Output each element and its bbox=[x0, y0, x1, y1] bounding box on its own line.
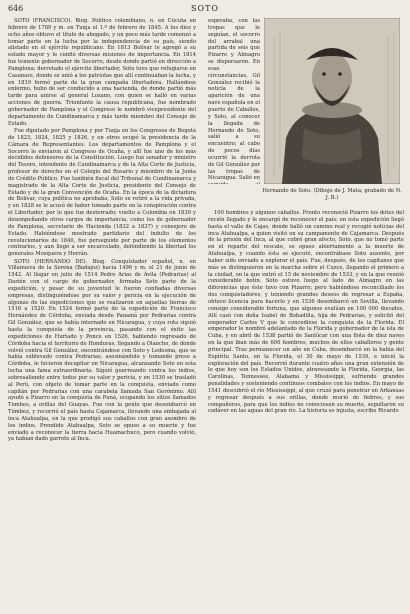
page-header bbox=[8, 3, 402, 15]
entry-soto-hernando: SOTO (HERNANDO DE). Biog. Conquistador español, n. en Villanueva de la Serena (Badajoz) hacia 1496 y m. el 21 de junio de 1542. Al llegar en julio de 1514 Pedro Arias de Ávila (Pedrarias) al Darién con el cargo de gobernador, formaba Soto parte de la expedición, y pesar de su juventud le fueron confiadas diversas empresas, distinguiéndose por su valor y pericia en la ejecución de algunas de las expediciones que se realizaron en aquellas tierras de 1516 a 1520. En 1524 formó parte de la expedición de Francisco Hernández de Córdoba, enviada desde Panamá por Pedrarias contra Gil González, que se había internado en Nicaragua, y cuya ruta siguió hasta la conquista de la provincia, pasando con el éxito las expediciones de Hurtado y Ponce en 1526, habiendo regresado de Córdoba hacia el territorio de Honduras, llegando a Olancho, de donde volvió contra Gil González, encontrándose con Soto y Ledesma, que se había sublevado contra Pedrarias, asesinándolo y tomando preso a Córdoba, le hicieron decapitar en Nicaragua, alcanzando Soto en esta lucha una fama extraordinaria. Siguió guerreando contra los indios, sobresaliendo entre todos por su valor y pericia, y en 1530 se trasladó al Perú, con objeto de tomar parte en la conquista, enviado como capitán por Pedrarias con una carabela llamada San Gerónimo. Allí ayudó a Pizarro en la conquista de Puná, ocupando los sitios llamados Tumbes, a orillas del Guayas. Fue con la gente que desembarcó en Túmbez, y recorrió el país hasta Cajamarca, llevando una embajada al inca Atahualpa, en la que prodigó sus caballos con gran asombro de los indios. Prendido Atahualpa, Soto se opuso a su muerte y fue enviado a reconocer la tierra hacia Huamachuco, pero cuando volvió, ya habían dado garrote al Inca. bbox=[8, 258, 196, 443]
portrait-illustration bbox=[264, 18, 400, 184]
entry-soto-francisco-continued: Fue diputado por Pamplona y por Tunja en los Congresos de Bogotá de 1823, 1824, 1825 y 1826, y en otros ocupó la presidencia de la Cámara de Representantes. Los departamentos de Pamplona y el Socorro le enviaron al Congreso de Ocaña, y allí fue uno de los más decididos defensores de la Constitución. Luego fue senador y ministro del Tesoro, intendente de Cundinamarca y de la Alta Corte de Justicia, profesor de derecho en el Colegio del Rosario y miembro de la Junta de Crédito Público. Fue también fiscal del Tribunal de Cundinamarca y magistrado de la Alta Corte de Justicia, presidente del Consejo de Estado y de la gran Convención de Ocaña. En la época de la dictadura de Bolívar, cuya política no aprobaba, Soto se retiró a la vida privada, y en 1828 se le acusó de haber tomado parte en la conspiración contra el Libertador, por lo que fue desterrado; vuelto a Colombia en 1830 y desempeñando otros cargos de importancia, como los de gobernador de Pamplona, secretario de Hacienda (1832 a 1837) y consejero de Estado. Habiéndose mostrado partidario del indulto de los revolucionarios de 1840, fue perseguido por parte de los elementos contrarios, y aun llegó a ser encarcelado, defendiendo la libertad los generales Mosquera y Herrán. bbox=[8, 128, 196, 258]
entry-soto-hernando-continued: 100 hombres y algunos caballos. Pronto reconoció Pizarro los dotes del recién llegado y le encargó de reconocer el país; en esta expedición llegó hasta el valle de Cajas, donde halló un camino real y recogió noticias del inca Atahualpa, a quien visitó en su campamento de Cajamarca. Después de la prisión del Inca, al que cobró gran afecto, Soto, que no tomó parte en el reparto del rescate, se opuso abiertamente a la muerte de Atahualpa, y cuando ésta se ejecutó, encontrábase Soto ausente, por haber sido enviado a explorar el país. Fue, después, de los capitanes que más se distinguieron en la marcha sobre el Cuzco, llegando el primero a la ciudad, en la que entró el 15 de noviembre de 1533, y en la que reunió considerable botín. Soto estuvo luego al lado de Almagro en las diferencias que éste tuvo con Pizarro; pero habiéndose reconciliado los dos conquistadores, y teniendo grandes deseos de regresar a España, obtuvo licencia para hacerlo y en 1536 desembarcó en Sevilla, llevando consigo considerable fortuna, que algunos evalúan en 100 000 ducados. Allí casó con doña Isabel de Bobadilla, hija de Pedrarias, y solicitó del emperador Carlos V que le concediese la conquista de la Florida. El emperador le nombró adelantado de la Florida y gobernador de la isla de Cuba, y en abril de 1538 partió de Sanlúcar con una flota de diez naves en la que iban más de 600 hombres, muchos de ellos caballeros y gente principal. Tras permanecer un año en Cuba, desembarcó en la bahía del Espíritu Santo, en la Florida, el 30 de mayo de 1539, e inició la exploración del país. Recorrió durante cuatro años una gran extensión de lo que hoy son los Estados Unidos, atravesando la Florida, Georgia, las Carolinas, Tennessee, Alabama y Mississippi, sufriendo grandes penalidades y sosteniendo continuos combates con los indios. En mayo de 1541 descubrió el río Mississippi, al que cruzó para penetrar en Arkansas y regresar después a sus orillas, donde murió de fiebres, y sus compañeros, para que los indios no conociesen su muerte, sepultaron su cadáver en las aguas del gran río. La historia es injusta, escribe Ricardo bbox=[208, 210, 404, 415]
portrait-caption: Hernando de Soto. (Dibujo de J. Mata; grabado de N. J. B.) bbox=[262, 188, 402, 201]
portrait-engraving bbox=[264, 18, 400, 184]
portrait-block bbox=[208, 18, 404, 206]
page-number: 646 bbox=[8, 4, 24, 13]
right-column-intro: esperaba, con las tropas que le seguían, el socorro del arrabal una partida de seis que Pizarro y Almagro se dispersaron. En esas circunstancias, Gil González recibió la noticia de la aparición de una nave española en el puerto de Caballos, y Soto, al conocer la llegada de Hernando de Soto, salió a su encuentro; al cabo de pocos días ocurrió la derrota de Gil González por las tropas de Nicaragua. Salió en bbox=[208, 18, 260, 182]
right-column bbox=[208, 18, 404, 608]
running-head: SOTO bbox=[191, 4, 219, 13]
left-column bbox=[8, 18, 196, 608]
entry-soto-francisco: SOTO (FRANCISCO). Biog. Político colombiano, n. en Cúcuta en febrero de 1789 y m. en Tunja el 1.º de febrero de 1845. A los diez y ocho años obtuvo el título de abogado, y un poco más tarde comenzó a tomar parte en la lucha por la independencia de su país, siendo alistado en el ejército republicano. En 1813 Bolívar le agregó a su estado mayor y le confió diversas misiones de importancia. En 1814 fue teniente gobernador de Socorro, desde donde partió en dirección a Pamplona; derrotado el ejército libertador, Soto tuvo que refugiarse en Casanare, donde se unió a los patriotas que allí continuaban la lucha, y en 1819 formó parte de la gran campaña libertadora. Hallándose enfermo, hubo de ser conducido a una hacienda, de donde partió más tarde para unirse al general Lozano, con quien se halló en varias acciones de guerra. Triunfante la causa republicana, fue nombrado gobernador de Pamplona y el Congreso le nombró vicepresidente del departamento de Cundinamarca y más tarde miembro del Consejo de Estado. bbox=[8, 18, 196, 127]
